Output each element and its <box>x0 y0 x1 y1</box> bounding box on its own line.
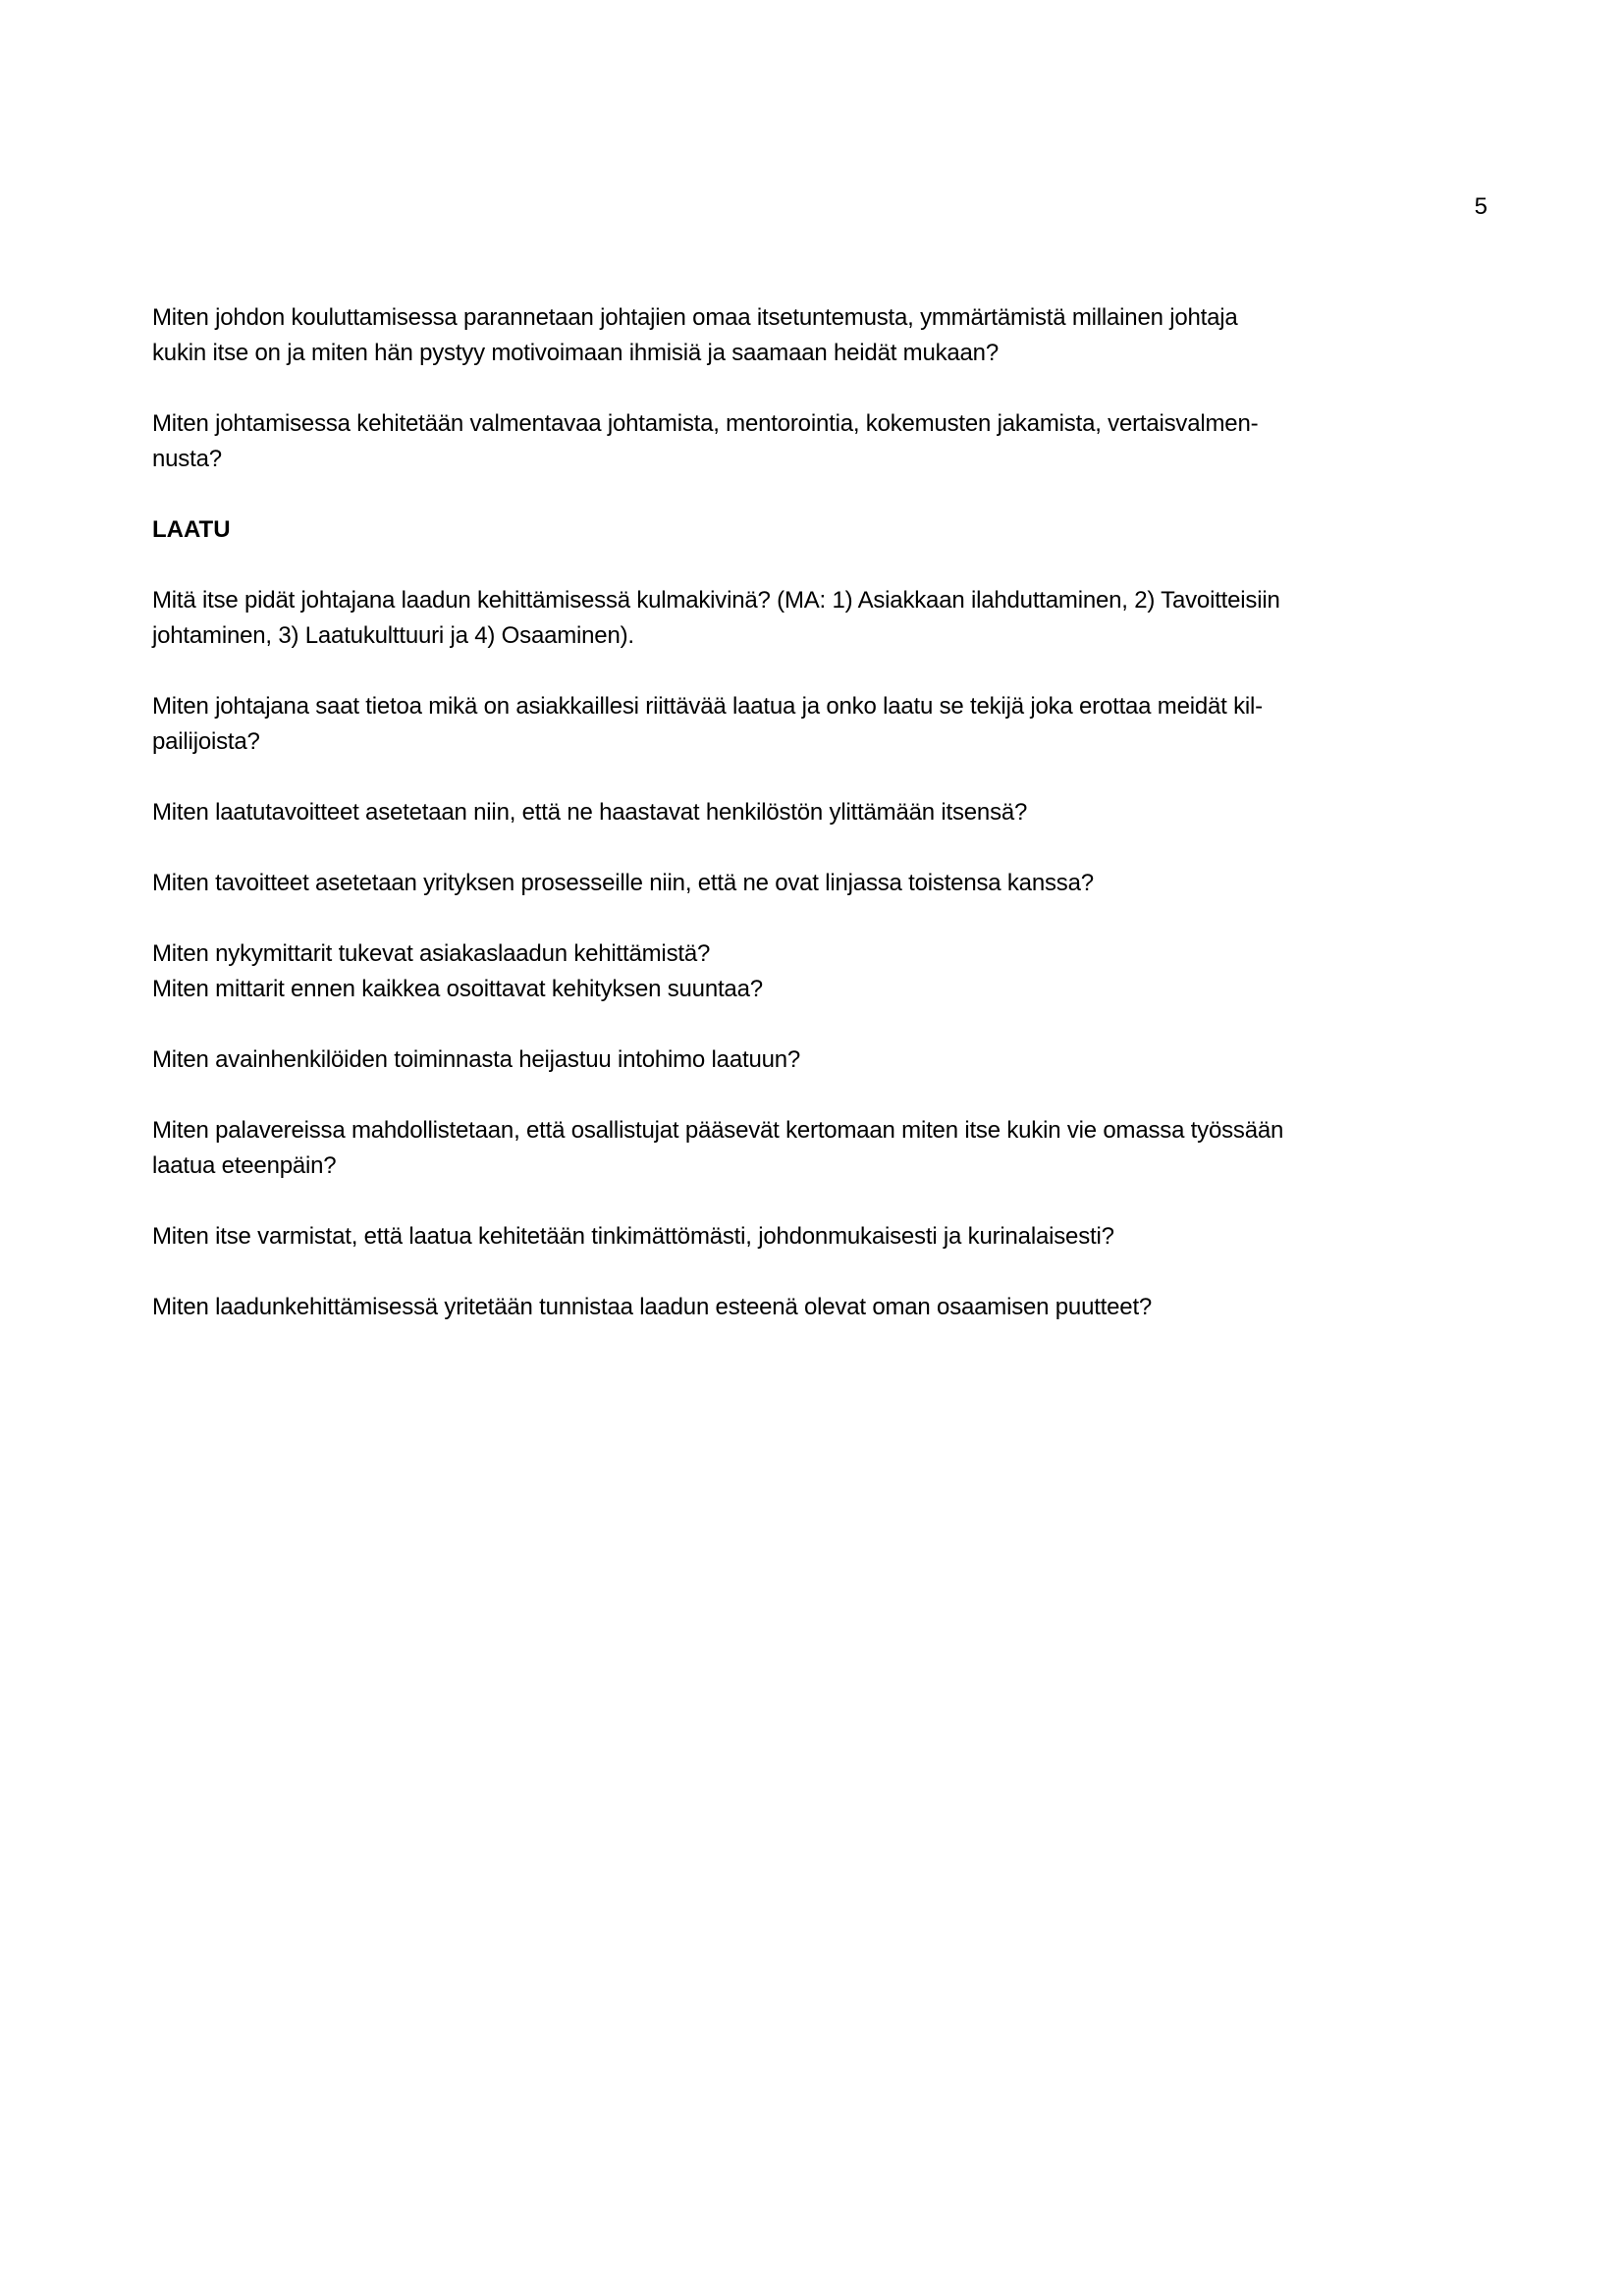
paragraph <box>152 300 1492 371</box>
text-line: johtaminen, 3) Laatukulttuuri ja 4) Osaaminen). <box>152 622 634 649</box>
paragraph <box>152 1042 1492 1078</box>
text-line: Miten tavoitteet asetetaan yrityksen prosesseille niin, että ne ovat linjassa toistensa kanssa? <box>152 870 1094 896</box>
document-body <box>152 300 1492 1361</box>
text-line: kukin itse on ja miten hän pystyy motivoimaan ihmisiä ja saamaan heidät mukaan? <box>152 340 999 366</box>
section-heading <box>152 512 1492 548</box>
text-line: Miten nykymittarit tukevat asiakaslaadun kehittämistä? <box>152 940 711 967</box>
text-line: Miten laadunkehittämisessä yritetään tunnistaa laadun esteenä olevat oman osaamisen puutteet? <box>152 1294 1153 1320</box>
text-line: LAATU <box>152 516 231 543</box>
paragraph <box>152 689 1492 760</box>
paragraph <box>152 1113 1492 1184</box>
text-line: Mitä itse pidät johtajana laadun kehittämisessä kulmakivinä? (MA: 1) Asiakkaan ilahduttaminen, 2) Tavoitteisiin <box>152 587 1280 614</box>
text-line: Miten johtamisessa kehitetään valmentavaa johtamista, mentorointia, kokemusten jakamista, vertaisvalmen- <box>152 410 1259 437</box>
paragraph <box>152 1219 1492 1255</box>
page-number: 5 <box>1474 193 1488 220</box>
text-line: laatua eteenpäin? <box>152 1152 337 1179</box>
text-line: nusta? <box>152 446 222 472</box>
paragraph <box>152 406 1492 477</box>
paragraph <box>152 866 1492 901</box>
text-line: Miten johdon kouluttamisessa parannetaan johtajien omaa itsetuntemusta, ymmärtämistä millainen johtaja <box>152 304 1238 331</box>
text-line: Miten avainhenkilöiden toiminnasta heijastuu intohimo laatuun? <box>152 1046 801 1073</box>
paragraph <box>152 795 1492 830</box>
paragraph <box>152 1290 1492 1325</box>
paragraph <box>152 583 1492 654</box>
text-line: Miten itse varmistat, että laatua kehitetään tinkimättömästi, johdonmukaisesti ja kurinalaisesti? <box>152 1223 1114 1250</box>
text-line: Miten mittarit ennen kaikkea osoittavat kehityksen suuntaa? <box>152 976 763 1002</box>
text-line: Miten palavereissa mahdollistetaan, että osallistujat pääsevät kertomaan miten itse kukin vie omassa työssään <box>152 1117 1284 1144</box>
text-line: Miten laatutavoitteet asetetaan niin, että ne haastavat henkilöstön ylittämään itsensä? <box>152 799 1028 826</box>
text-line: Miten johtajana saat tietoa mikä on asiakkaillesi riittävää laatua ja onko laatu se tekijä joka erottaa meidät kil- <box>152 693 1263 720</box>
text-line: pailijoista? <box>152 728 260 755</box>
paragraph <box>152 936 1492 1007</box>
